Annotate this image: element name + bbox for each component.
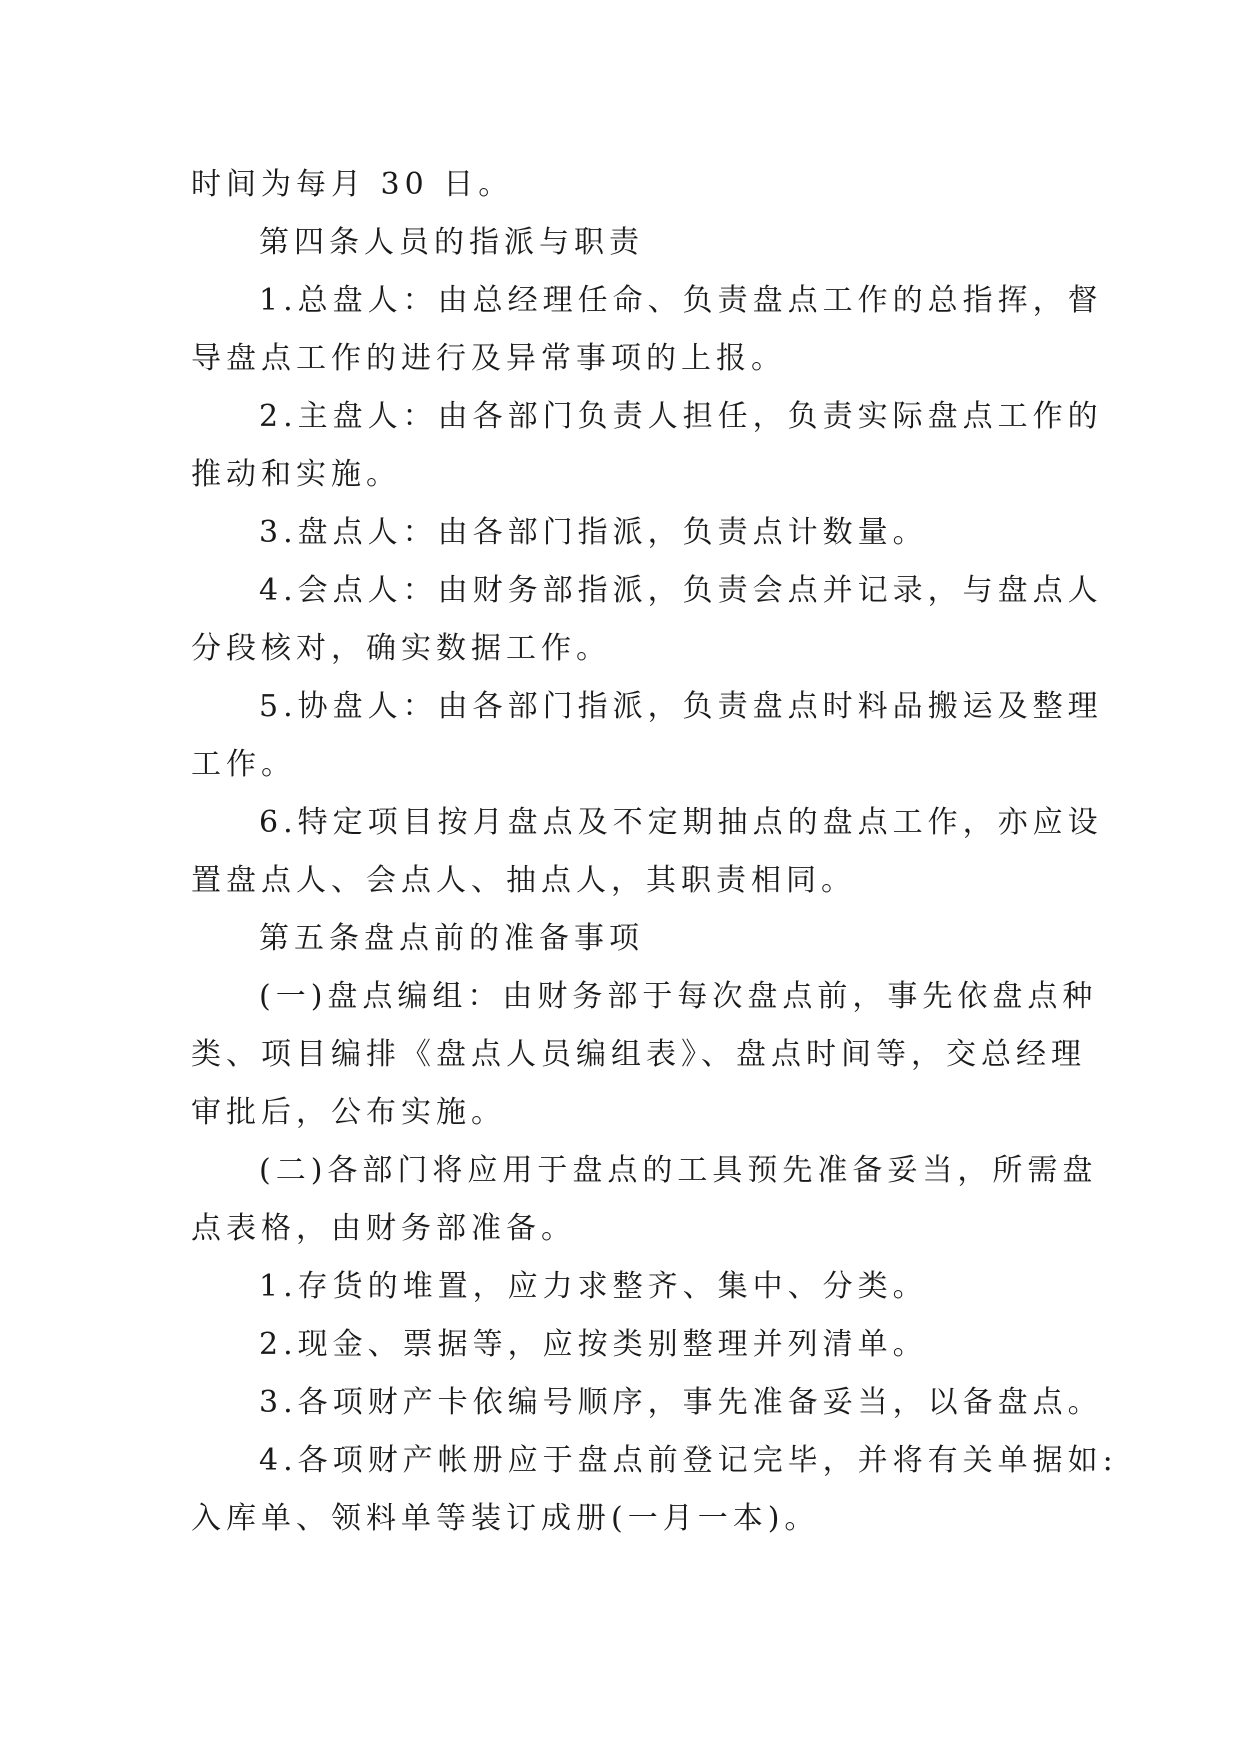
paragraph <box>191 388 1103 504</box>
paragraph <box>191 1258 1061 1316</box>
text-line: 5.协盘人：由各部门指派，负责盘点时料品搬运及整理 <box>259 689 1103 724</box>
paragraph <box>191 1142 1098 1258</box>
paragraph <box>191 1374 1103 1432</box>
text-line: 入库单、领料单等装订成册(一月一本)。 <box>191 1501 820 1536</box>
document-body <box>191 156 1118 1548</box>
paragraph <box>191 910 1061 968</box>
text-line: 工作。 <box>191 747 296 782</box>
text-line: 审批后，公布实施。 <box>191 1095 506 1130</box>
paragraph <box>191 968 1098 1142</box>
text-line: 推动和实施。 <box>191 457 401 492</box>
paragraph <box>191 214 1061 272</box>
text-line: 第四条人员的指派与职责 <box>259 225 644 260</box>
text-line: 类、项目编排《盘点人员编组表》、盘点时间等，交总经理 <box>191 1037 1086 1072</box>
paragraph <box>191 678 1103 794</box>
text-line: (二)各部门将应用于盘点的工具预先准备妥当，所需盘 <box>259 1153 1098 1188</box>
text-line: 4.会点人：由财务部指派，负责会点并记录，与盘点人 <box>259 573 1103 608</box>
paragraph <box>191 272 1103 388</box>
paragraph <box>191 1316 1061 1374</box>
text-line: 4.各项财产帐册应于盘点前登记完毕，并将有关单据如: <box>259 1443 1118 1478</box>
text-line: 1.总盘人：由总经理任命、负责盘点工作的总指挥，督 <box>259 283 1103 318</box>
text-line: 3.盘点人：由各部门指派，负责点计数量。 <box>259 515 928 550</box>
paragraph <box>191 562 1103 678</box>
text-line: 置盘点人、会点人、抽点人，其职责相同。 <box>191 863 856 898</box>
text-line: 导盘点工作的进行及异常事项的上报。 <box>191 341 786 376</box>
text-line: 1.存货的堆置，应力求整齐、集中、分类。 <box>259 1269 928 1304</box>
text-line: 第五条盘点前的准备事项 <box>259 921 644 956</box>
paragraph <box>191 156 1061 214</box>
text-line: 点表格，由财务部准备。 <box>191 1211 576 1246</box>
text-line: (一)盘点编组：由财务部于每次盘点前，事先依盘点种 <box>259 979 1098 1014</box>
text-line: 3.各项财产卡依编号顺序，事先准备妥当，以备盘点。 <box>259 1385 1103 1420</box>
text-line: 分段核对，确实数据工作。 <box>191 631 611 666</box>
text-line: 6.特定项目按月盘点及不定期抽点的盘点工作，亦应设 <box>259 805 1103 840</box>
paragraph <box>191 504 1061 562</box>
text-line: 2.现金、票据等，应按类别整理并列清单。 <box>259 1327 928 1362</box>
text-line: 2.主盘人：由各部门负责人担任，负责实际盘点工作的 <box>259 399 1103 434</box>
text-line: 时间为每月 30 日。 <box>191 167 514 202</box>
paragraph <box>191 1432 1118 1548</box>
paragraph <box>191 794 1103 910</box>
